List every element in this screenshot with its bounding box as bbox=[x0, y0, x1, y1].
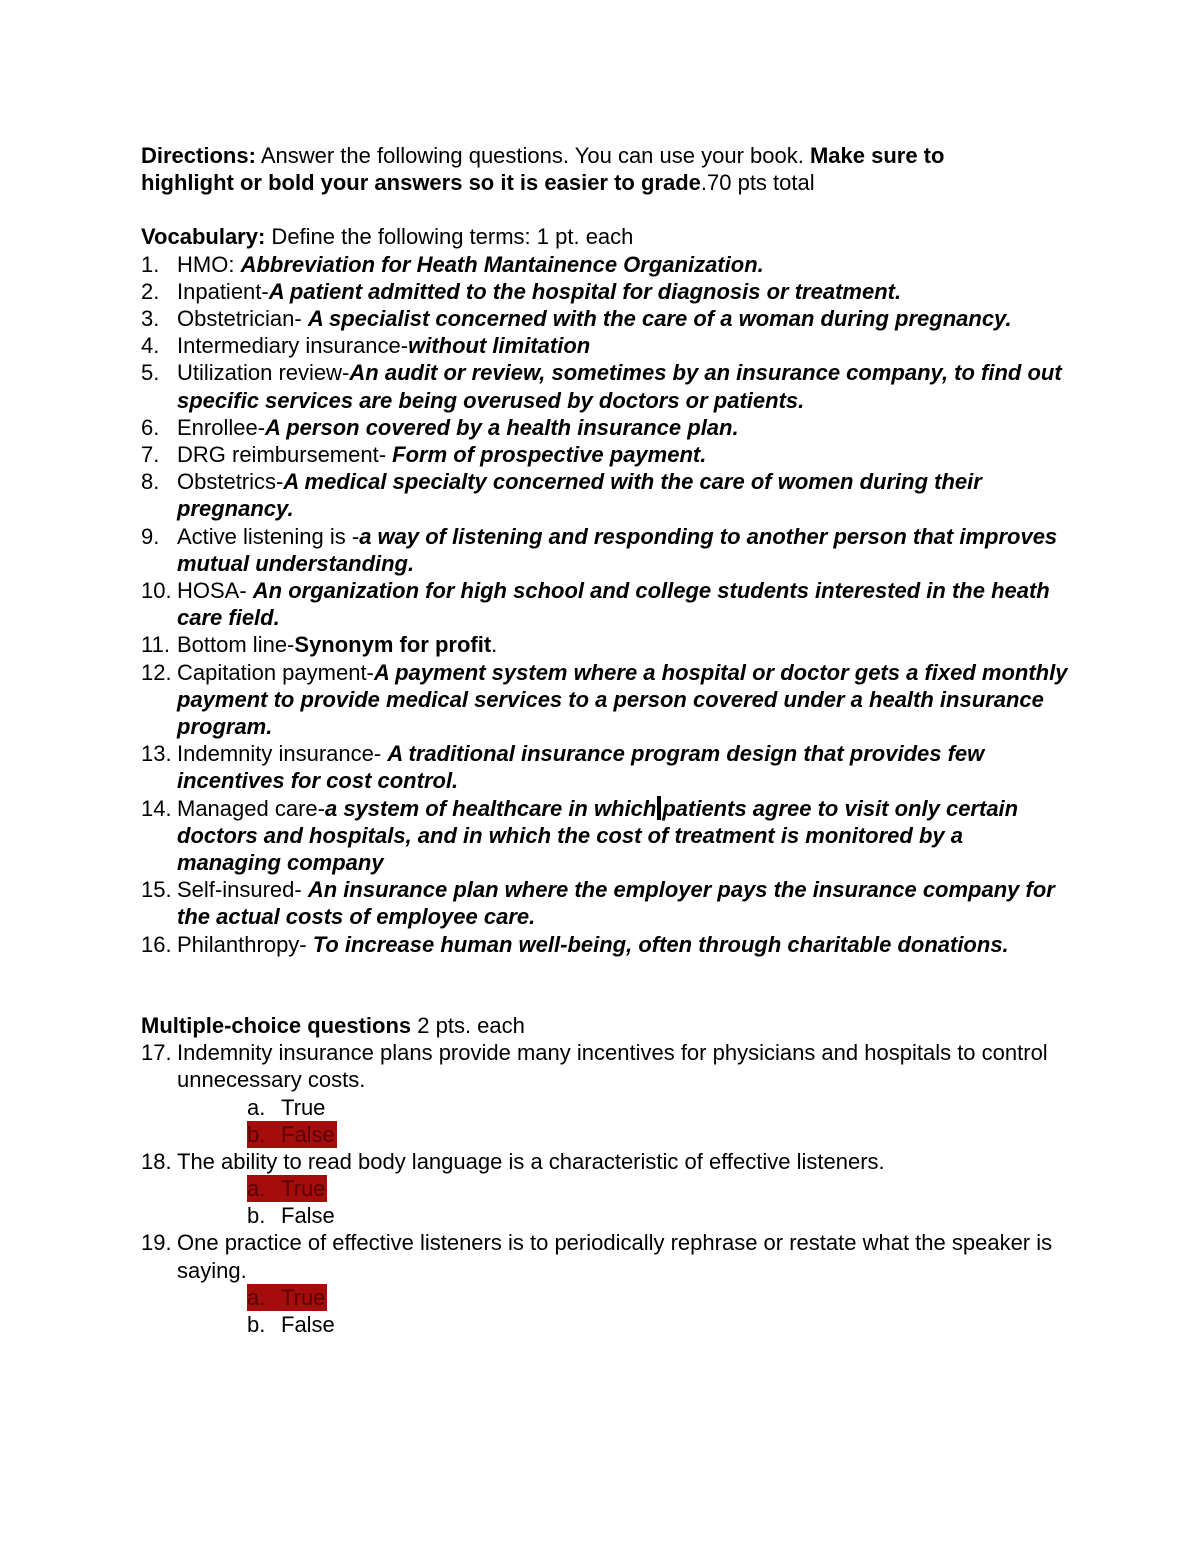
vocabulary-heading bbox=[141, 223, 1071, 250]
mc-options bbox=[141, 1175, 1071, 1229]
mc-question-text: One practice of effective listeners is to periodically rephrase or restate what the speaker is saying. bbox=[177, 1230, 1053, 1283]
vocab-item bbox=[141, 931, 1071, 958]
mc-option[interactable] bbox=[247, 1202, 1071, 1229]
vocab-item-number: 8. bbox=[141, 469, 160, 495]
directions-bold-2: highlight or bold your answers so it is easier to grade bbox=[141, 170, 701, 196]
vocab-term: HMO: bbox=[177, 251, 241, 277]
vocab-item-number: 2. bbox=[141, 278, 160, 304]
mc-option[interactable] bbox=[247, 1094, 1071, 1121]
vocab-item-number: 13. bbox=[141, 741, 172, 767]
multiple-choice-list bbox=[141, 1039, 1071, 1338]
vocab-answer: a way of listening and responding to another person that improves mutual understanding. bbox=[177, 523, 1058, 576]
directions-text: Answer the following questions. You can use your book. bbox=[255, 143, 810, 168]
vocab-term: Capitation payment- bbox=[177, 659, 374, 685]
vocab-item bbox=[141, 359, 1071, 413]
vocab-term: Bottom line- bbox=[177, 632, 295, 658]
vocab-item-number: 6. bbox=[141, 414, 160, 440]
option-text: True bbox=[281, 1176, 326, 1202]
vocabulary-label: Vocabulary: bbox=[141, 224, 266, 250]
vocab-item-number: 10. bbox=[141, 578, 172, 604]
mc-question-text: The ability to read body language is a characteristic of effective listeners. bbox=[177, 1148, 885, 1174]
vocab-answer: An organization for high school and college students interested in the heath care field. bbox=[177, 578, 1050, 631]
mc-question-number: 17. bbox=[141, 1040, 172, 1066]
vocab-answer: A payment system where a hospital or doctor gets a fixed monthly payment to provide medical services to a person covered under a health insurance program. bbox=[177, 659, 1068, 740]
highlighted-answer bbox=[247, 1121, 337, 1148]
vocab-term: Enrollee- bbox=[177, 414, 266, 440]
vocab-term: Self-insured- bbox=[177, 877, 308, 903]
directions-points: .70 pts total bbox=[700, 170, 815, 196]
spacer bbox=[141, 958, 1071, 1012]
vocab-answer: a system of healthcare in which bbox=[324, 795, 657, 821]
option-text: False bbox=[281, 1121, 335, 1147]
vocab-item bbox=[141, 468, 1071, 522]
spacer bbox=[141, 196, 1071, 223]
vocab-term: Philanthropy- bbox=[177, 931, 313, 957]
mc-question bbox=[141, 1229, 1071, 1283]
vocab-answer: An insurance plan where the employer pays the insurance company for the actual costs of employee care. bbox=[177, 877, 1055, 930]
vocab-term: Indemnity insurance- bbox=[177, 741, 388, 767]
option-text: False bbox=[281, 1312, 335, 1338]
vocab-term: Obstetrics- bbox=[177, 469, 284, 495]
mc-options bbox=[141, 1284, 1071, 1338]
multiple-choice-heading bbox=[141, 1012, 1071, 1039]
vocab-item bbox=[141, 251, 1071, 278]
multiple-choice-label: Multiple-choice questions bbox=[141, 1012, 412, 1038]
vocab-term: Managed care- bbox=[177, 795, 325, 821]
vocab-answer: An audit or review, sometimes by an insurance company, to find out specific services are being overused by doctors or patients. bbox=[177, 360, 1062, 413]
mc-question bbox=[141, 1148, 1071, 1175]
option-letter: a. bbox=[247, 1094, 266, 1120]
vocab-item bbox=[141, 577, 1071, 631]
vocab-item bbox=[141, 740, 1071, 794]
vocab-item bbox=[141, 523, 1071, 577]
vocab-item-number: 7. bbox=[141, 442, 160, 468]
vocab-item bbox=[141, 659, 1071, 741]
mc-question-number: 18. bbox=[141, 1148, 172, 1174]
vocab-item-number: 5. bbox=[141, 360, 160, 386]
directions-bold-1: Make sure to bbox=[809, 143, 945, 168]
vocab-answer: without limitation bbox=[408, 333, 591, 359]
answer-option bbox=[247, 1312, 335, 1337]
vocab-item bbox=[141, 441, 1071, 468]
option-text: True bbox=[281, 1284, 326, 1310]
vocab-item bbox=[141, 876, 1071, 930]
vocab-answer-continued: patients agree to visit only certain doctors and hospitals, and in which the cost of treatment is monitored by a managing company bbox=[177, 795, 1019, 876]
option-text: True bbox=[281, 1094, 326, 1120]
vocabulary-list bbox=[141, 251, 1071, 958]
vocab-answer: A traditional insurance program design that provides few incentives for cost control. bbox=[177, 741, 985, 794]
option-letter: b. bbox=[247, 1312, 266, 1338]
vocab-item-number: 12. bbox=[141, 659, 172, 685]
text-cursor bbox=[657, 796, 661, 820]
vocab-term: HOSA- bbox=[177, 578, 253, 604]
vocab-answer: A specialist concerned with the care of a woman during pregnancy. bbox=[307, 306, 1012, 332]
mc-question-text: Indemnity insurance plans provide many incentives for physicians and hospitals to control unnecessary costs. bbox=[177, 1040, 1048, 1093]
vocab-answer: A medical specialty concerned with the care of women during their pregnancy. bbox=[177, 469, 982, 522]
directions-paragraph bbox=[141, 142, 1071, 196]
vocab-item bbox=[141, 631, 1071, 658]
vocab-answer: Synonym for profit bbox=[294, 632, 492, 658]
option-text: False bbox=[281, 1203, 335, 1229]
option-letter: a. bbox=[247, 1284, 266, 1310]
vocab-item-number: 16. bbox=[141, 931, 172, 957]
vocab-term: Inpatient- bbox=[177, 278, 269, 304]
vocab-item-number: 15. bbox=[141, 877, 172, 903]
option-letter: a. bbox=[247, 1176, 266, 1202]
vocab-item-number: 9. bbox=[141, 523, 160, 549]
vocab-answer: A patient admitted to the hospital for diagnosis or treatment. bbox=[268, 278, 902, 304]
option-letter: b. bbox=[247, 1203, 266, 1229]
mc-option[interactable] bbox=[247, 1284, 1071, 1311]
vocab-answer: A person covered by a health insurance plan. bbox=[265, 414, 739, 440]
vocab-item bbox=[141, 332, 1071, 359]
answer-option bbox=[247, 1095, 325, 1120]
vocab-item bbox=[141, 305, 1071, 332]
mc-option[interactable] bbox=[247, 1175, 1071, 1202]
document-page bbox=[141, 142, 1071, 1338]
highlighted-answer bbox=[247, 1175, 327, 1202]
vocab-item-number: 14. bbox=[141, 795, 172, 821]
directions-label: Directions: bbox=[141, 143, 256, 168]
option-letter: b. bbox=[247, 1121, 266, 1147]
vocab-term: Obstetrician- bbox=[177, 306, 308, 332]
vocab-answer-tail: . bbox=[491, 632, 498, 658]
vocab-item bbox=[141, 414, 1071, 441]
mc-options bbox=[141, 1094, 1071, 1148]
vocab-item-number: 3. bbox=[141, 306, 160, 332]
vocab-item-number: 1. bbox=[141, 251, 160, 277]
vocab-term: Active listening is - bbox=[177, 523, 360, 549]
vocab-item-number: 4. bbox=[141, 333, 160, 359]
vocab-answer: Form of prospective payment. bbox=[392, 442, 707, 468]
vocab-term: Intermediary insurance- bbox=[177, 333, 409, 359]
highlighted-answer bbox=[247, 1284, 327, 1311]
vocab-answer: Abbreviation for Heath Mantainence Organization. bbox=[240, 251, 764, 277]
vocab-term: Utilization review- bbox=[177, 360, 350, 386]
answer-option bbox=[247, 1203, 335, 1228]
mc-option[interactable] bbox=[247, 1121, 1071, 1148]
multiple-choice-instructions: 2 pts. each bbox=[411, 1012, 525, 1038]
mc-option[interactable] bbox=[247, 1311, 1071, 1338]
mc-question-number: 19. bbox=[141, 1230, 172, 1256]
vocab-term: DRG reimbursement- bbox=[177, 442, 393, 468]
vocab-item bbox=[141, 278, 1071, 305]
vocab-item bbox=[141, 795, 1071, 877]
vocab-item-number: 11. bbox=[141, 632, 170, 658]
vocabulary-instructions: Define the following terms: 1 pt. each bbox=[265, 224, 634, 250]
vocab-answer: To increase human well-being, often through charitable donations. bbox=[312, 931, 1009, 957]
mc-question bbox=[141, 1039, 1071, 1093]
